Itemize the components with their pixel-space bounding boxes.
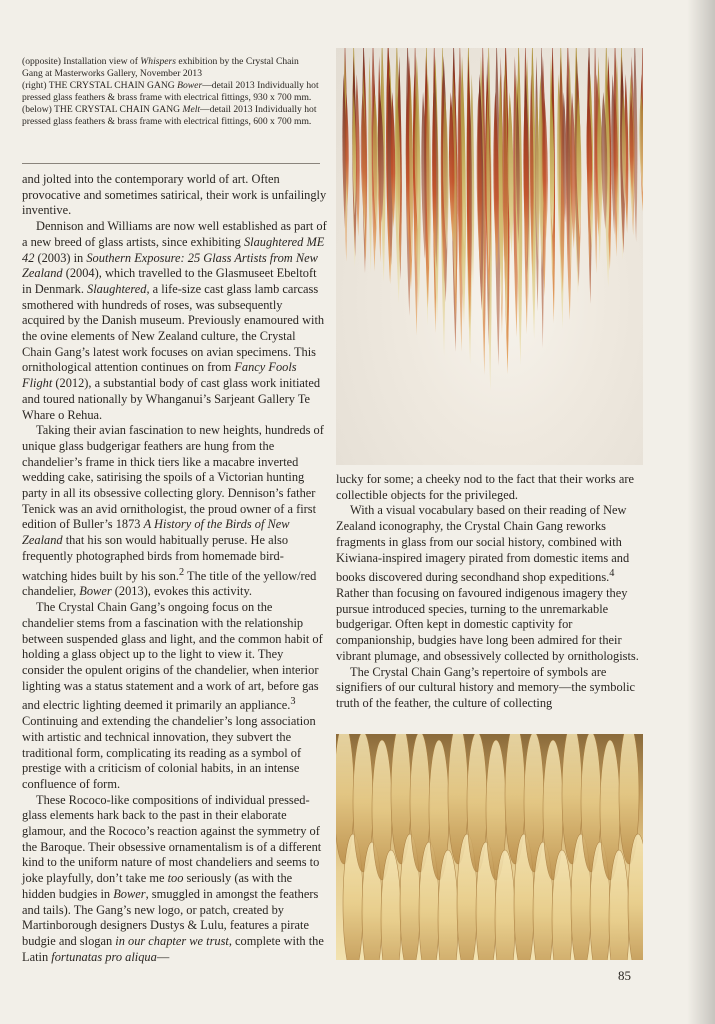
chandelier-feathers-illustration	[336, 48, 643, 465]
glass-feather	[368, 56, 372, 273]
paragraph: The Crystal Chain Gang’s repertoire of symbols are signifiers of our cultural history and memory—the symbolic truth of the feather, the culture of collecting	[336, 664, 636, 710]
melt-chandelier-photo	[336, 734, 643, 960]
article-column-left	[22, 172, 327, 965]
paragraph: These Rococo-like compositions of individual pressed-glass elements hark back to the past in their elaborate glamour, and the Rococo’s reaction against the symmetry of the Baroque. Their obsessive ornamentalism is of a different kind to the uniform nature of most chandeliers and seems to joke playfully, don’t take me too seriously (as with the hidden budgies in Bower, smuggled in amongst the feathers and tails). The Gang’s new logo, or patch, created by Martinborough designers Dustys & Lulu, features a pirate budgie and slogan in our chapter we trust, complete with the Latin fortunatas pro aliqua—	[22, 792, 324, 964]
page-gutter-shadow	[687, 0, 715, 1024]
caption-below: (below) THE CRYSTAL CHAIN GANG Melt—detail 2013 Individually hot pressed glass feathers & brass frame with electrical fittings, 600 x 700 mm.	[22, 104, 317, 127]
paragraph: The Crystal Chain Gang’s ongoing focus on the chandelier stems from a fascination with the relationship between suspended glass and light, and the common habit of holding a glass object up to the light to view it. They consider the opulent origins of the chandelier, when interior lighting was a status statement and a work of art, before gas and electric lighting deemed it primarily an appliance.$^3$ Continuing and extending the chandelier’s long association with artistic and technical innovation, they subvert the traditional form, complicating its reading as a symbol of prestige with a criticism of colonial habits, in an intense confluence of form.	[22, 600, 323, 791]
paragraph: lucky for some; a cheeky nod to the fact that their works are collectible objects for the privileged.	[336, 472, 634, 502]
melt-feathers-illustration	[336, 734, 643, 960]
page-number: 85	[618, 968, 631, 983]
footnote-ref: 2	[178, 566, 185, 578]
bower-chandelier-photo	[336, 48, 643, 465]
article-column-right	[336, 472, 642, 712]
caption-opposite: (opposite) Installation view of Whispers exhibition by the Crystal Chain Gang at Masterworks Gallery, November 2013	[22, 56, 299, 79]
paragraph: Taking their avian fascination to new heights, hundreds of unique glass budgerigar feathers are hung from the chandelier’s frame in thick tiers like a macabre inverted wedding cake, satirising the spoils of a Victorian hunting party in all its obsessive collecting glory. Dennison’s father Tenick was an avid ornithologist, the proud owner of a first edition of Buller’s 1873 A History of the Birds of New Zealand that his son would habitually peruse. He also frequently photographed birds from homemade bird-watching hides built by his son.$^2$ The title of the yellow/red chandelier, Bower (2013), evokes this activity.	[22, 423, 324, 599]
paragraph: and jolted into the contemporary world of art. Often provocative and sometimes satirical, their work is unfailingly inventive.	[22, 172, 327, 218]
caption-right: (right) THE CRYSTAL CHAIN GANG Bower—detail 2013 Individually hot pressed glass feathers & brass frame with electrical fittings, 930 x 700 mm.	[22, 80, 319, 103]
footnote-ref: 4	[609, 568, 615, 580]
photo-captions	[22, 56, 322, 129]
caption-divider	[22, 163, 320, 164]
footnote-ref: 3	[290, 696, 296, 708]
paragraph: With a visual vocabulary based on their reading of New Zealand iconography, the Crystal Chain Gang reworks fragments in glass from our social history, combined with Kiwiana-inspired imagery pirated from domestic items and books discovered during secondhand shop expeditions.$^4$ Rather than focusing on favoured indigenous imagery they pursue introduced species, turning to the unremarkable budgerigar. Often kept in domestic captivity for companionship, budgies have long been admired for their vibrant plumage, and obsessively collected by ornithologists.	[336, 503, 639, 663]
paragraph: Dennison and Williams are now well established as part of a new breed of glass artists, since exhibiting Slaughtered ME 42 (2003) in Southern Exposure: 25 Glass Artists from New Zealand (2004), which travelled to the Glasmuseet Ebeltoft in Denmark. Slaughtered, a life-size cast glass lamb carcass smothered with hundreds of roses, was subsequently acquired by the Danish museum. Previously enamoured with the ovine elements of New Zealand culture, the Crystal Chain Gang’s latest work focuses on avian specimens. This ornithological attention continues on from Fancy Fools Flight (2012), a substantial body of cast glass work initiated and toured nationally by Whanganui’s Sarjeant Gallery Te Whare o Rehua.	[22, 219, 327, 422]
